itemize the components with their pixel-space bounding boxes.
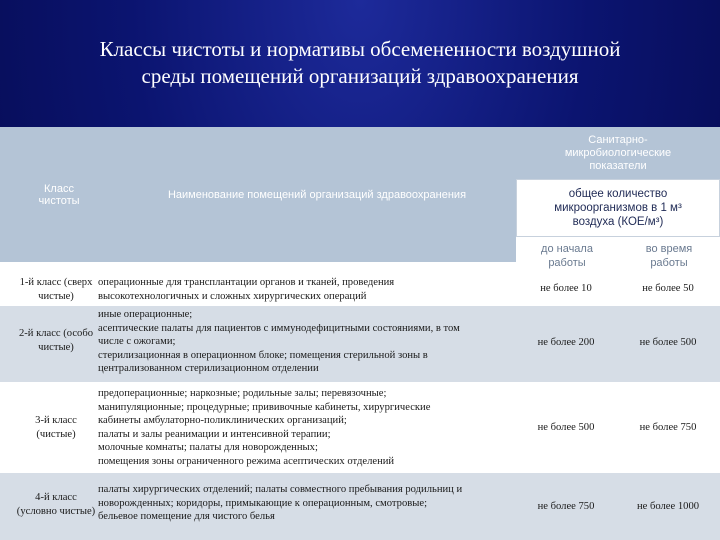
- before-work-value: не более 500: [537, 422, 595, 433]
- header-during-work: во время работы: [618, 237, 720, 274]
- table-row: [0, 382, 720, 473]
- room-names-cell: предоперационные; наркозные; родильные залы; перевязочные; манипуляционные; процедурные; прививочные кабинеты, хирургические кабинеты амбулаторно-поликлинических организаций; палаты и залы реанимации и интенсивной терапии; молочные комнаты; палаты для новорожденных; помещения зоны ограниченного режима асептических отделений: [98, 388, 431, 467]
- class-cell: 4-й класс (условно чистые): [16, 492, 96, 517]
- class-cell: 1-й класс (сверх чистые): [19, 277, 93, 302]
- table-row: [0, 473, 720, 540]
- header-before-work: до начала работы: [516, 237, 618, 274]
- before-work-value: не более 10: [540, 283, 592, 294]
- before-work-value: не более 750: [537, 501, 595, 512]
- room-names-cell: операционные для трансплантации органов и тканей, проведения высокотехнологичных и сложных хирургических операций: [98, 277, 395, 302]
- classes-table: [0, 127, 720, 540]
- class-cell: 2-й класс (особо чистые): [18, 328, 94, 353]
- during-work-value: не более 500: [639, 337, 697, 348]
- title-line-2: среды помещений организаций здравоохранения: [141, 64, 579, 88]
- during-work-value: не более 750: [639, 422, 697, 433]
- header-sanitary: Санитарно- микробиологические показатели: [516, 127, 720, 179]
- table-row: [0, 306, 720, 382]
- during-work-value: не более 1000: [636, 501, 700, 512]
- room-names-cell: иные операционные; асептические палаты для пациентов с иммунодефицитными состояниями, в том числе с ожогами; стерилизационная в операционном блоке; помещения стерильной зоны в централизованном стерилизационном отделении: [98, 309, 460, 374]
- class-cell: 3-й класс (чистые): [35, 415, 77, 440]
- room-names-cell: палаты хирургических отделений; палаты совместного пребывания родильниц и новорожденных; коридоры, примыкающие к операционным, смотровые; бельевое помещение для чистого белья: [98, 484, 463, 522]
- header-name: Наименование помещений организаций здравоохранения: [118, 127, 516, 262]
- slide-title: [0, 36, 720, 90]
- header-class: Класс чистоты: [0, 127, 118, 262]
- header-total-microorganisms: общее количество микроорганизмов в 1 м³ воздуха (КОЕ/м³): [516, 179, 720, 237]
- title-line-1: Классы чистоты и нормативы обсемененности воздушной: [99, 37, 621, 61]
- during-work-value: не более 50: [642, 283, 694, 294]
- table-row: [0, 274, 720, 306]
- before-work-value: не более 200: [537, 337, 595, 348]
